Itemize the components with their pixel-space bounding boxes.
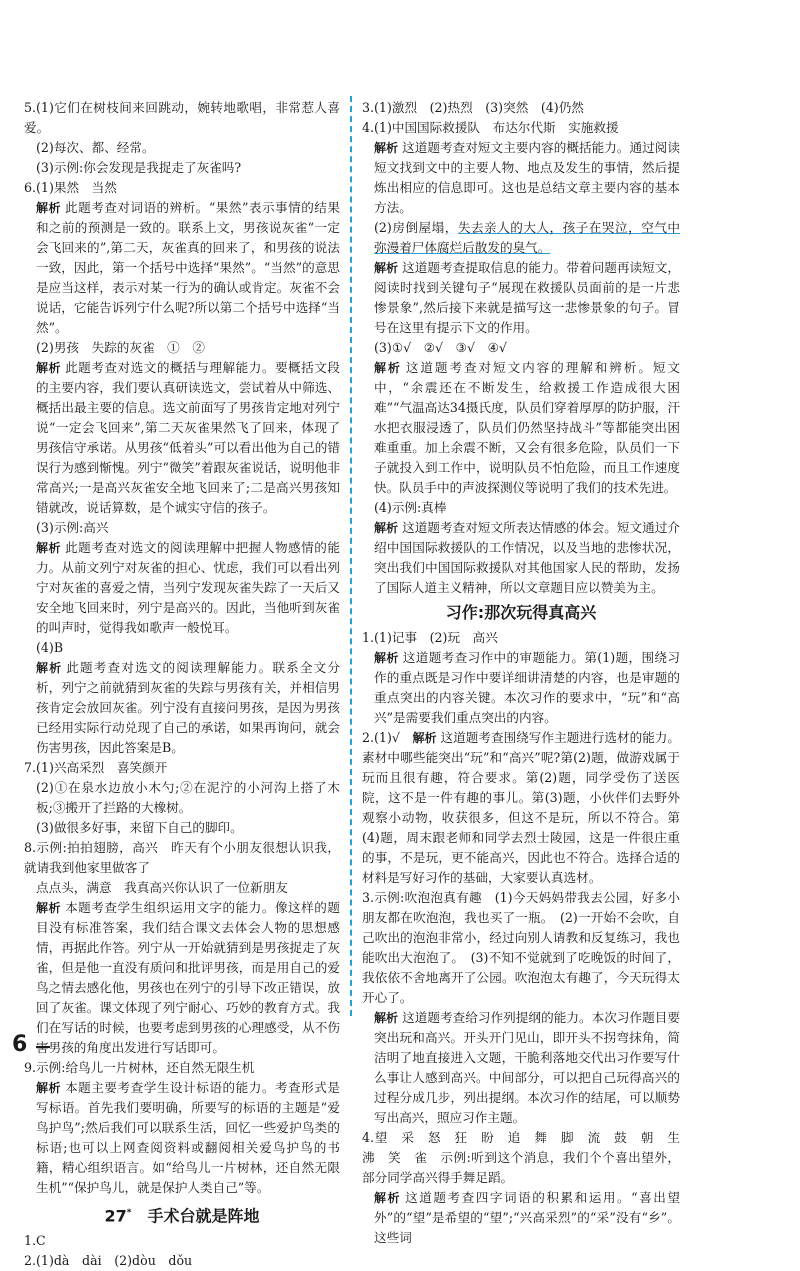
- analysis-label: 解析: [374, 651, 399, 665]
- r4-4-analysis: [362, 518, 680, 598]
- r4-4: (4)示例:真棒: [374, 500, 447, 515]
- q5-2: (2)每次、都、经常。: [36, 140, 155, 155]
- q7-1: 7.(1)兴高采烈 喜笑颜开: [24, 760, 168, 775]
- r4-2: [362, 218, 680, 258]
- z4: 4.望 采 怒 狂 盼 追 舞 脚 流 鼓 朝 生 沸 笑 雀 示例:听到这个消息，我们个个喜出望外，部分同学高兴得手舞足蹈。: [362, 1130, 693, 1185]
- page-number: 6: [12, 1032, 28, 1057]
- analysis-label: 解析: [412, 731, 437, 745]
- r4-1: 4.(1)中国国际救援队 布达尔代斯 实施救援: [362, 120, 619, 135]
- r4-1-analysis: [362, 138, 680, 218]
- analysis-label: 解析: [36, 361, 62, 375]
- q6-1-analysis: [24, 198, 340, 338]
- r4-3: (3)①√ ②√ ③√ ④√: [374, 340, 507, 355]
- analysis-label: 解析: [374, 361, 402, 375]
- q6-2: (2)男孩 失踪的灰雀 ① ②: [36, 340, 205, 355]
- analysis-text: 这道题考查四字词语的积累和运用。“喜出望外”的“望”是希望的“望”;“兴高采烈”的“采”没有“乡”。这些词: [374, 1190, 680, 1245]
- r4-2-prefix: (2)房倒屋塌，: [374, 220, 458, 235]
- section-star: *: [126, 1208, 132, 1218]
- analysis-text: 这道题考查习作中的审题能力。第(1)题，围绕习作的重点既是习作中要详细讲清楚的内容，也是审题的重点突出的内容关键。本次习作的要求中，“玩”和“高兴”是需要我们重点突出的内容。: [374, 650, 680, 725]
- z2: [362, 728, 680, 888]
- analysis-text: 这道题考查提取信息的能力。带着问题再读短文，阅读时找到关键句子“展现在救援队员面前的是一片悲惨景象”,然后接下来就是描写这一悲惨景象的句子。冒号在这里有提示下文的作用。: [374, 260, 680, 335]
- q9-1: 9.示例:给鸟儿一片树林，还自然无限生机: [24, 1060, 255, 1075]
- q8-analysis: [24, 898, 340, 1058]
- q6-1: 6.(1)果然 当然: [24, 180, 117, 195]
- s27-1: 1.C: [24, 1233, 46, 1249]
- analysis-text: 此题考查对选文的阅读理解中把握人物感情的能力。从前文列宁对灰雀的担心、忧虑，我们可以看出列宁对灰雀的喜爱之情，当列宁发现灰雀失踪了一天后又安全地飞回来时，列宁是高兴的。因此，当他听到灰雀的叫声时，觉得我如歌声一般悦耳。: [36, 540, 340, 635]
- analysis-text: 这道题考查对短文内容的理解和辨析。短文中，“余震还在不断发生，给救援工作造成很大困难”“气温高达34摄氏度，队员们穿着厚厚的防护服，汗水把衣服浸透了，队员们仍然坚持战斗”等都能突出困难重重。加上余震不断，又会有很多危险，队员们一下子就投入到工作中，说明队员不怕危险，而且工作速度快。队员手中的声波探测仪等说明了我们的技术先进。: [374, 360, 680, 495]
- analysis-text: 这道题考查对短文所表达情感的体会。短文通过介绍中国国际救援队的工作情况，以及当地的悲惨状况，突出我们中国国际救援队对其他国家人民的帮助，发扬了国际人道主义精神，所以文章题目应以赞美为主。: [374, 520, 680, 595]
- z4-analysis: [362, 1188, 680, 1248]
- r4-2-underlined: 失去亲人的大人，孩子在哭泣，空气中弥漫着尸体腐烂后散发的臭气。: [374, 220, 681, 255]
- analysis-text: 本题考查学生组织运用文字的能力。像这样的题目没有标准答案，我们结合课文去体会人物的思想感情，再据此作答。列宁从一开始就猜到是男孩捉走了灰雀，但是他一直没有质问和批评男孩，而是用自己的爱鸟之情去感化他，男孩也在列宁的引导下改正错误，放回了灰雀。课文体现了列宁耐心、巧妙的教育方式。我们在写话的时候，也要考虑到男孩的心理感受，从不伤害男孩的角度出发进行写话即可。: [36, 900, 340, 1055]
- analysis-text: 本题主要考查学生设计标语的能力。考查形式是写标语。首先我们要明确，所要写的标语的主题是“爱鸟护鸟”;然后我们可以联系生活，回忆一些爱护鸟类的标语;也可以上网查阅资料或翻阅相关爱鸟护鸟的书籍，精心组织语言。如“给鸟儿一片树林，还自然无限生机”“保护鸟儿，就是保护人类自己”等。: [36, 1080, 340, 1195]
- r3: 3.(1)激烈 (2)热烈 (3)突然 (4)仍然: [362, 100, 584, 115]
- s27-2: 2.(1)dà dài (2)dòu dǒu: [24, 1253, 193, 1269]
- q6-3: (3)示例:高兴: [36, 520, 109, 535]
- analysis-label: 解析: [374, 261, 399, 275]
- section-title-27: [24, 1200, 340, 1229]
- left-column: [24, 98, 340, 1271]
- z2-answer: 2.(1)√: [362, 730, 400, 745]
- r4-3-analysis: [362, 358, 680, 498]
- analysis-label: 解析: [36, 901, 62, 915]
- section-title-composition: 习作:那次玩得真高兴: [445, 603, 597, 622]
- analysis-label: 解析: [374, 1011, 399, 1025]
- analysis-label: 解析: [36, 541, 62, 555]
- q6-4: (4)B: [36, 640, 64, 655]
- analysis-text: 这道题考查围绕写作主题进行选材的能力。素材中哪些能突出“玩”和“高兴”呢?第(2)题，做游戏属于玩而且很有趣，符合要求。第(2)题，同学受伤了送医院，这不是一件有趣的事儿。第(3)题，小伙伴们去野外观察小动物，收获很多，但这不是玩，所以不符合。第(4)题，周末跟老师和同学去烈士陵园，这是一件很庄重的事，不是玩，更不能高兴，因此也不符合。选择合适的材料是写好习作的基础，大家要认真选材。: [362, 730, 681, 885]
- r4-2-analysis: [362, 258, 680, 338]
- section-number: 27: [104, 1206, 127, 1226]
- z3: 3.示例:吹泡泡真有趣 (1)今天妈妈带我去公园，好多小朋友都在吹泡泡，我也买了一瓶。 (2)一开始不会吹，自己吹出的泡泡非常小，经过向别人请教和反复练习，我也能吹出大泡泡了。 (3)不知不觉就到了吃晚饭的时间了，我依依不舍地离开了公园。吹泡泡太有趣了，今天玩得太开心了。: [362, 890, 680, 1005]
- column-divider: [350, 96, 352, 1016]
- q6-2-analysis: [24, 358, 340, 518]
- analysis-label: 解析: [36, 1081, 62, 1095]
- q9-analysis: [24, 1078, 340, 1198]
- analysis-label: 解析: [374, 521, 399, 535]
- q6-4-analysis: [24, 658, 340, 758]
- analysis-text: 这道题考查给习作列提纲的能力。本次习作题目要突出玩和高兴。开头开门见山，即开头不拐弯抹角，简洁明了地直接进入文题，干脆利落地交代出习作要写什么事让人感到高兴。中间部分，可以把自己玩得高兴的过程分成几步，列出提纲。本次习作的结尾，可以顺势写出高兴，照应习作主题。: [374, 1010, 680, 1125]
- right-column: [362, 98, 693, 1248]
- analysis-text: 此题考查对选文的概括与理解能力。要概括文段的主要内容，我们要认真研读选文，尝试着从中筛选、概括出最主要的信息。选文前面写了男孩肯定地对列宁说“一定会飞回来”,第二天灰雀果然飞了回来，体现了男孩信守承诺。从男孩“低着头”可以看出他为自己的错误行为感到惭愧。列宁“微笑”着跟灰雀说话，说明他非常高兴;一是高兴灰雀安全地飞回来了;二是高兴男孩知错就改，说话算数，是个诚实守信的孩子。: [36, 360, 340, 515]
- q7-2: (2)①在泉水边放小木勺;②在泥泞的小河沟上搭了木板;③搬开了拦路的大橡树。: [36, 780, 340, 815]
- page-number-dash: [36, 1046, 50, 1048]
- section-title-text: 手术台就是阵地: [147, 1206, 260, 1226]
- analysis-text: 这道题考查对短文主要内容的概括能力。通过阅读短文找到文中的主要人物、地点及发生的事情，然后提炼出相应的信息即可。这也是总结文章主要内容的基本方法。: [374, 140, 680, 215]
- analysis-label: 解析: [36, 661, 63, 675]
- q8-2: 点点头，满意 我真高兴你认识了一位新朋友: [36, 880, 288, 895]
- q5-1: 5.(1)它们在树枝间来回跳动，婉转地歌唱，非常惹人喜爱。: [24, 100, 340, 135]
- analysis-label: 解析: [374, 1191, 402, 1205]
- z3-analysis: [362, 1008, 680, 1128]
- analysis-text: 此题考查对选文的阅读理解能力。联系全文分析，列宁之前就猜到灰雀的失踪与男孩有关，并相信男孩肯定会放回灰雀。列宁没有直接问男孩，是因为男孩已经用实际行动兑现了自己的承诺，如果再询问，就会伤害男孩，因此答案是B。: [36, 660, 340, 755]
- z1-analysis: [362, 648, 680, 728]
- analysis-label: 解析: [374, 141, 399, 155]
- q6-3-analysis: [24, 538, 340, 638]
- analysis-text: 此题考查对词语的辨析。“果然”表示事情的结果和之前的预测是一致的。联系上文，男孩说灰雀“一定会飞回来的”,第二天，灰雀真的回来了，和男孩的说法一致，因此，第一个括号中选择“果然”。“当然”的意思是应当这样，表示对某一行为的确认或肯定。灰雀不会说话，它能告诉列宁什么呢?所以第二个括号中选择“当然”。: [36, 200, 340, 335]
- q5-3: (3)示例:你会发现是我捉走了灰雀吗?: [36, 160, 242, 175]
- z1: 1.(1)记事 (2)玩 高兴: [362, 630, 498, 645]
- analysis-label: 解析: [36, 201, 61, 215]
- q7-3: (3)做很多好事，来留下自己的脚印。: [36, 820, 243, 835]
- q8-1: 8.示例:拍拍翅膀，高兴 昨天有个小朋友很想认识我，就请我到他家里做客了: [24, 840, 340, 875]
